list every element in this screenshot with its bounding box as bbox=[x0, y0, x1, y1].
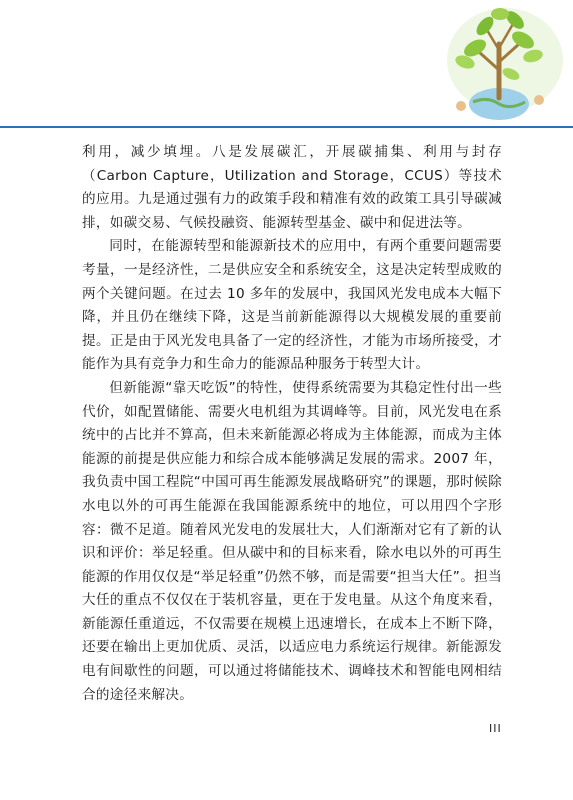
figure-left bbox=[456, 101, 466, 111]
paragraph: 但新能源“靠天吃饭”的特性，使得系统需要为其稳定性付出一些代价，如配置储能、需要火电机组为其调峰等。目前，风光发电在系统中的占比并不算高，但未来新能源必将成为主体能源，而成为主体能源的前提是供应能力和综合成本能够满足发展的需求。2007 年，我负责中国工程院“中国可再生能源发展战略研究”的课题，那时候除水电以外的可再生能源在我国能源系统中的地位，可以用四个字形容：微不足道。随着风光发电的发展壮大，人们渐渐对它有了新的认识和评价：举足轻重。但从碳中和的目标来看，除水电以外的可再生能源的作用仅仅是“举足轻重”仍然不够，而是需要“担当大任”。担当大任的重点不仅仅在于装机容量，更在于发电量。从这个角度来看，新能源任重道远，不仅需要在规模上迅速增长，在成本上不断下降，还要在输出上更加优质、灵活，以适应电力系统运行规律。新能源发电有间歇性的问题，可以通过将储能技术、调峰技术和智能电网相结合的途径来解决。 bbox=[82, 379, 502, 703]
leaf bbox=[491, 8, 509, 20]
page-number: III bbox=[489, 722, 502, 735]
figure-right bbox=[534, 95, 544, 105]
tree-on-globe-icon bbox=[413, 0, 573, 128]
body-text bbox=[82, 141, 502, 707]
paragraph: 同时，在能源转型和能源新技术的应用中，有两个重要问题需要考量，一是经济性，二是供应安全和系统安全，这是决定转型成败的两个关键问题。在过去 10 多年的发展中，我国风光发电成本大幅下降，并且仍在继续下降，这是当前新能源得以大规模发展的重要前提。正是由于风光发电具备了一定的经济性，才能为市场所接受，才能作为具有竞争力和生命力的能源品种服务于转型大计。 bbox=[82, 238, 502, 373]
paragraph: 利用，减少填埋。八是发展碳汇，开展碳捕集、利用与封存（Carbon Capture，Utilization and Storage，CCUS）等技术的应用。九是通过强有力的政策手段和精准有效的政策工具引导碳减排，如碳交易、气候投融资、能源转型基金、碳中和促进法等。 bbox=[82, 144, 502, 231]
